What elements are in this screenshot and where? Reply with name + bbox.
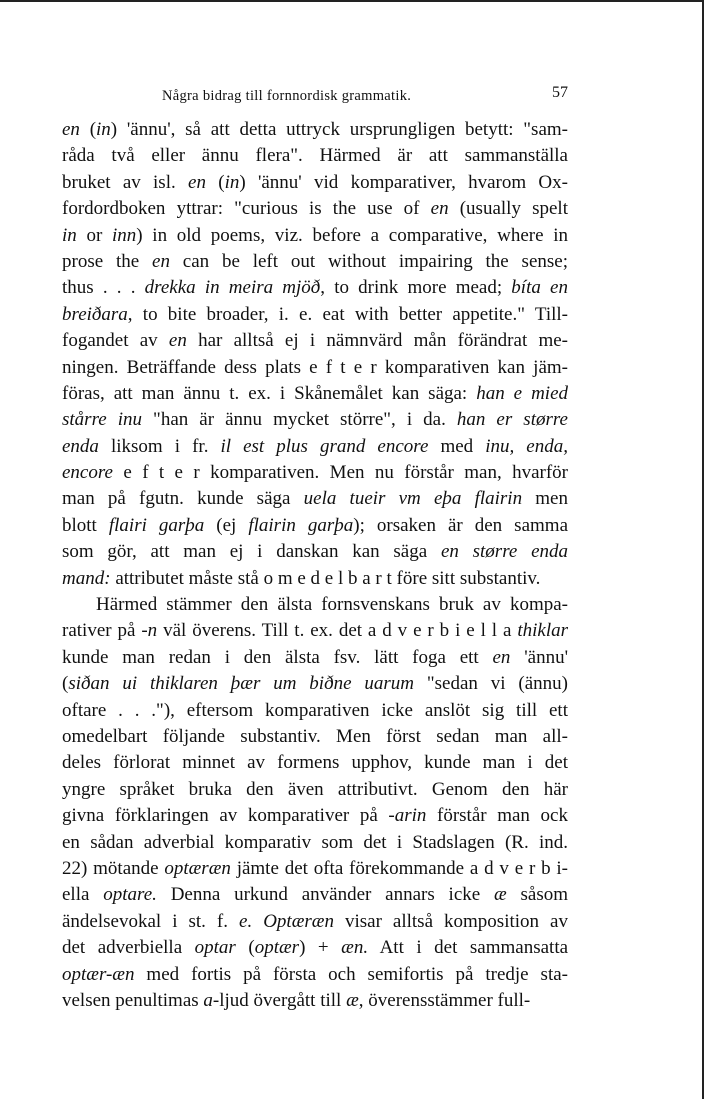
text-line <box>62 143 568 169</box>
italic-term: stårre inu <box>62 409 143 431</box>
italic-term: enda <box>62 435 99 457</box>
text-run: "sedan vi (ännu) <box>414 673 568 695</box>
italic-term: optær <box>254 937 300 959</box>
text-line <box>62 856 568 882</box>
text-run: kunde man redan i den älsta fsv. lätt foga ett <box>62 646 493 668</box>
text-line <box>62 592 568 618</box>
text-run: or <box>76 224 112 246</box>
text-run: ningen. Beträffande dess plats e f t e r komparativen kan jäm- <box>62 356 568 378</box>
text-run: men <box>522 488 568 510</box>
text-run: ) + <box>299 937 342 959</box>
text-run: attributet måste stå o m e d e l b a r t före sitt substantiv. <box>110 567 541 589</box>
text-run: -ljud övergått till <box>212 989 347 1011</box>
text-line <box>62 513 568 539</box>
text-line <box>62 539 568 565</box>
text-run: Härmed stämmer den älsta fornsvenskans bruk av kompa- <box>96 594 568 616</box>
text-run: ) 'ännu', så att detta uttryck ursprungligen betytt: "sam- <box>110 119 568 140</box>
text-run: Denna urkund använder annars icke <box>156 884 494 906</box>
text-run: fordordboken yttrar: "curious is the use of <box>62 198 431 220</box>
text-line <box>62 962 568 988</box>
italic-term: mand: <box>62 567 111 589</box>
text-line <box>62 671 568 697</box>
text-run: , to bite broader, i. e. eat with better appetite." Till- <box>127 303 568 325</box>
text-line <box>62 407 568 433</box>
text-run: man på fgutn. kunde säga <box>62 488 304 510</box>
text-run: bruket av isl. <box>62 171 189 193</box>
italic-term: thiklar <box>517 620 568 642</box>
text-line <box>62 434 568 460</box>
running-head: Några bidrag till fornnordisk grammatik. <box>162 88 412 104</box>
text-line <box>62 698 568 724</box>
italic-term: flairin garþa <box>248 514 354 536</box>
text-line <box>62 170 568 196</box>
page-number: 57 <box>552 84 568 101</box>
text-run: ( <box>79 119 97 140</box>
italic-term: en <box>62 119 80 140</box>
text-run: (usually spelt <box>448 198 568 220</box>
text-run: har alltså ej i nämnvärd mån förändrat me- <box>186 330 569 352</box>
italic-term: en <box>492 646 511 668</box>
italic-term: flairi garþa <box>108 514 205 536</box>
text-run: omedelbart följande substantiv. Men först sedan man all- <box>62 725 568 747</box>
text-run: , to drink more mead; <box>320 277 512 299</box>
text-run: , överensstämmer full- <box>358 989 531 1011</box>
text-run: "han är ännu mycket större", i da. <box>142 409 457 431</box>
text-run: e f t e r komparativen. Men nu förstår man, hvarför <box>113 462 568 484</box>
text-run: blott <box>62 514 109 536</box>
text-run: det adverbiella <box>62 937 195 959</box>
text-line <box>62 486 568 512</box>
text-run: Att i det sammansatta <box>368 937 569 959</box>
text-run: väl överens. Till t. ex. det a d v e r b i e l l a <box>157 620 518 642</box>
italic-term: en <box>188 171 206 193</box>
italic-term: en større enda <box>440 541 569 563</box>
text-line <box>62 117 568 143</box>
italic-term: e. Optæræn <box>239 910 334 932</box>
text-run: prose the <box>62 250 153 272</box>
text-run: (ej <box>204 514 249 536</box>
text-run: råda två eller ännu flera". Härmed är att sammanställa <box>62 145 568 167</box>
italic-term: -n <box>141 620 158 642</box>
text-run: thus . . . <box>62 277 145 299</box>
body-text <box>62 117 568 1014</box>
text-run: ändelsevokal i st. f. <box>62 910 240 932</box>
italic-term: a <box>203 989 213 1011</box>
italic-term: optar <box>194 937 236 959</box>
italic-term: il est plus grand encore <box>220 435 429 457</box>
text-run: med fortis på första och semifortis på tredje sta- <box>134 963 568 985</box>
italic-term: encore <box>62 462 113 484</box>
text-run: ); orsaken är den samma <box>353 514 569 536</box>
text-run: ( <box>235 937 255 959</box>
text-line <box>62 830 568 856</box>
text-run: ( <box>205 171 225 193</box>
italic-term: inu, enda, <box>485 435 568 457</box>
text-line <box>62 909 568 935</box>
text-run: föras, att man ännu t. ex. i Skånemålet kan säga: <box>62 382 477 404</box>
text-run: jämte det ofta förekommande a d v e r b i- <box>230 857 568 879</box>
text-line <box>62 803 568 829</box>
text-run: givna förklaringen av komparativer på <box>62 805 389 827</box>
text-line <box>62 645 568 671</box>
page-header <box>62 84 568 108</box>
italic-term: -arin <box>388 805 427 827</box>
paragraph <box>62 117 568 592</box>
italic-term: siðan ui thiklaren þær um biðne uarum <box>68 673 414 695</box>
italic-term: drekka in meira mjöð <box>144 277 321 299</box>
italic-term: optare. <box>103 884 157 906</box>
italic-term: bíta en <box>511 277 568 299</box>
text-line <box>62 724 568 750</box>
italic-term: optær-æn <box>62 963 135 985</box>
italic-term: in <box>96 119 111 140</box>
text-line <box>62 777 568 803</box>
text-line <box>62 223 568 249</box>
scan-top-border <box>0 0 704 2</box>
text-run: deles förlorat minnet av formens upphov, kunde man i det <box>62 752 568 774</box>
text-run: 'ännu' <box>510 646 568 668</box>
text-line <box>62 935 568 961</box>
text-run: liksom i fr. <box>98 435 221 457</box>
text-line <box>62 381 568 407</box>
text-line <box>62 249 568 275</box>
italic-term: æ <box>346 989 359 1011</box>
text-line <box>62 460 568 486</box>
text-run: rativer på <box>62 620 142 642</box>
text-run: såsom <box>506 884 568 906</box>
text-line <box>62 302 568 328</box>
book-page <box>62 84 568 1014</box>
text-run: som gör, att man ej i danskan kan säga <box>62 541 441 563</box>
text-run: med <box>428 435 486 457</box>
text-line <box>62 988 568 1014</box>
italic-term: æn. <box>341 937 369 959</box>
text-line <box>62 750 568 776</box>
paragraph <box>62 592 568 1014</box>
text-run: yngre språket bruka den även attributivt. Genom den här <box>62 778 568 800</box>
italic-term: han er større <box>456 409 568 431</box>
text-run: ) 'ännu' vid komparativer, hvarom Ox- <box>239 171 568 193</box>
italic-term: æ <box>494 884 507 906</box>
text-run: förstår man ock <box>426 805 568 827</box>
italic-term: han e mied <box>476 382 568 404</box>
italic-term: en <box>152 250 170 272</box>
text-line <box>62 618 568 644</box>
text-run: ( <box>62 673 69 695</box>
text-run: en sådan adverbial komparativ som det i Stadslagen (R. ind. <box>62 831 568 853</box>
italic-term: en <box>430 198 449 220</box>
italic-term: inn <box>112 224 137 246</box>
italic-term: optæræn <box>164 857 231 879</box>
italic-term: in <box>62 224 77 246</box>
italic-term: breiðara <box>62 303 128 325</box>
text-line <box>62 566 568 592</box>
text-line <box>62 275 568 301</box>
text-run: 22) mötande <box>62 857 165 879</box>
text-line <box>62 882 568 908</box>
text-run: ) in old poems, viz. before a comparative, where in <box>136 224 569 246</box>
italic-term: in <box>224 171 240 193</box>
text-line <box>62 355 568 381</box>
text-run: ella <box>62 884 104 906</box>
text-run: fogandet av <box>62 330 169 352</box>
text-run: visar alltså komposition av <box>333 910 568 932</box>
text-line <box>62 328 568 354</box>
text-run: velsen penultimas <box>62 989 204 1011</box>
italic-term: en <box>168 330 187 352</box>
text-line <box>62 196 568 222</box>
text-run: can be left out without impairing the sense; <box>169 250 568 272</box>
text-run: oftare . . ."), eftersom komparativen icke anslöt sig till ett <box>62 699 568 721</box>
italic-term: uela tueir vm eþa flairin <box>303 488 523 510</box>
